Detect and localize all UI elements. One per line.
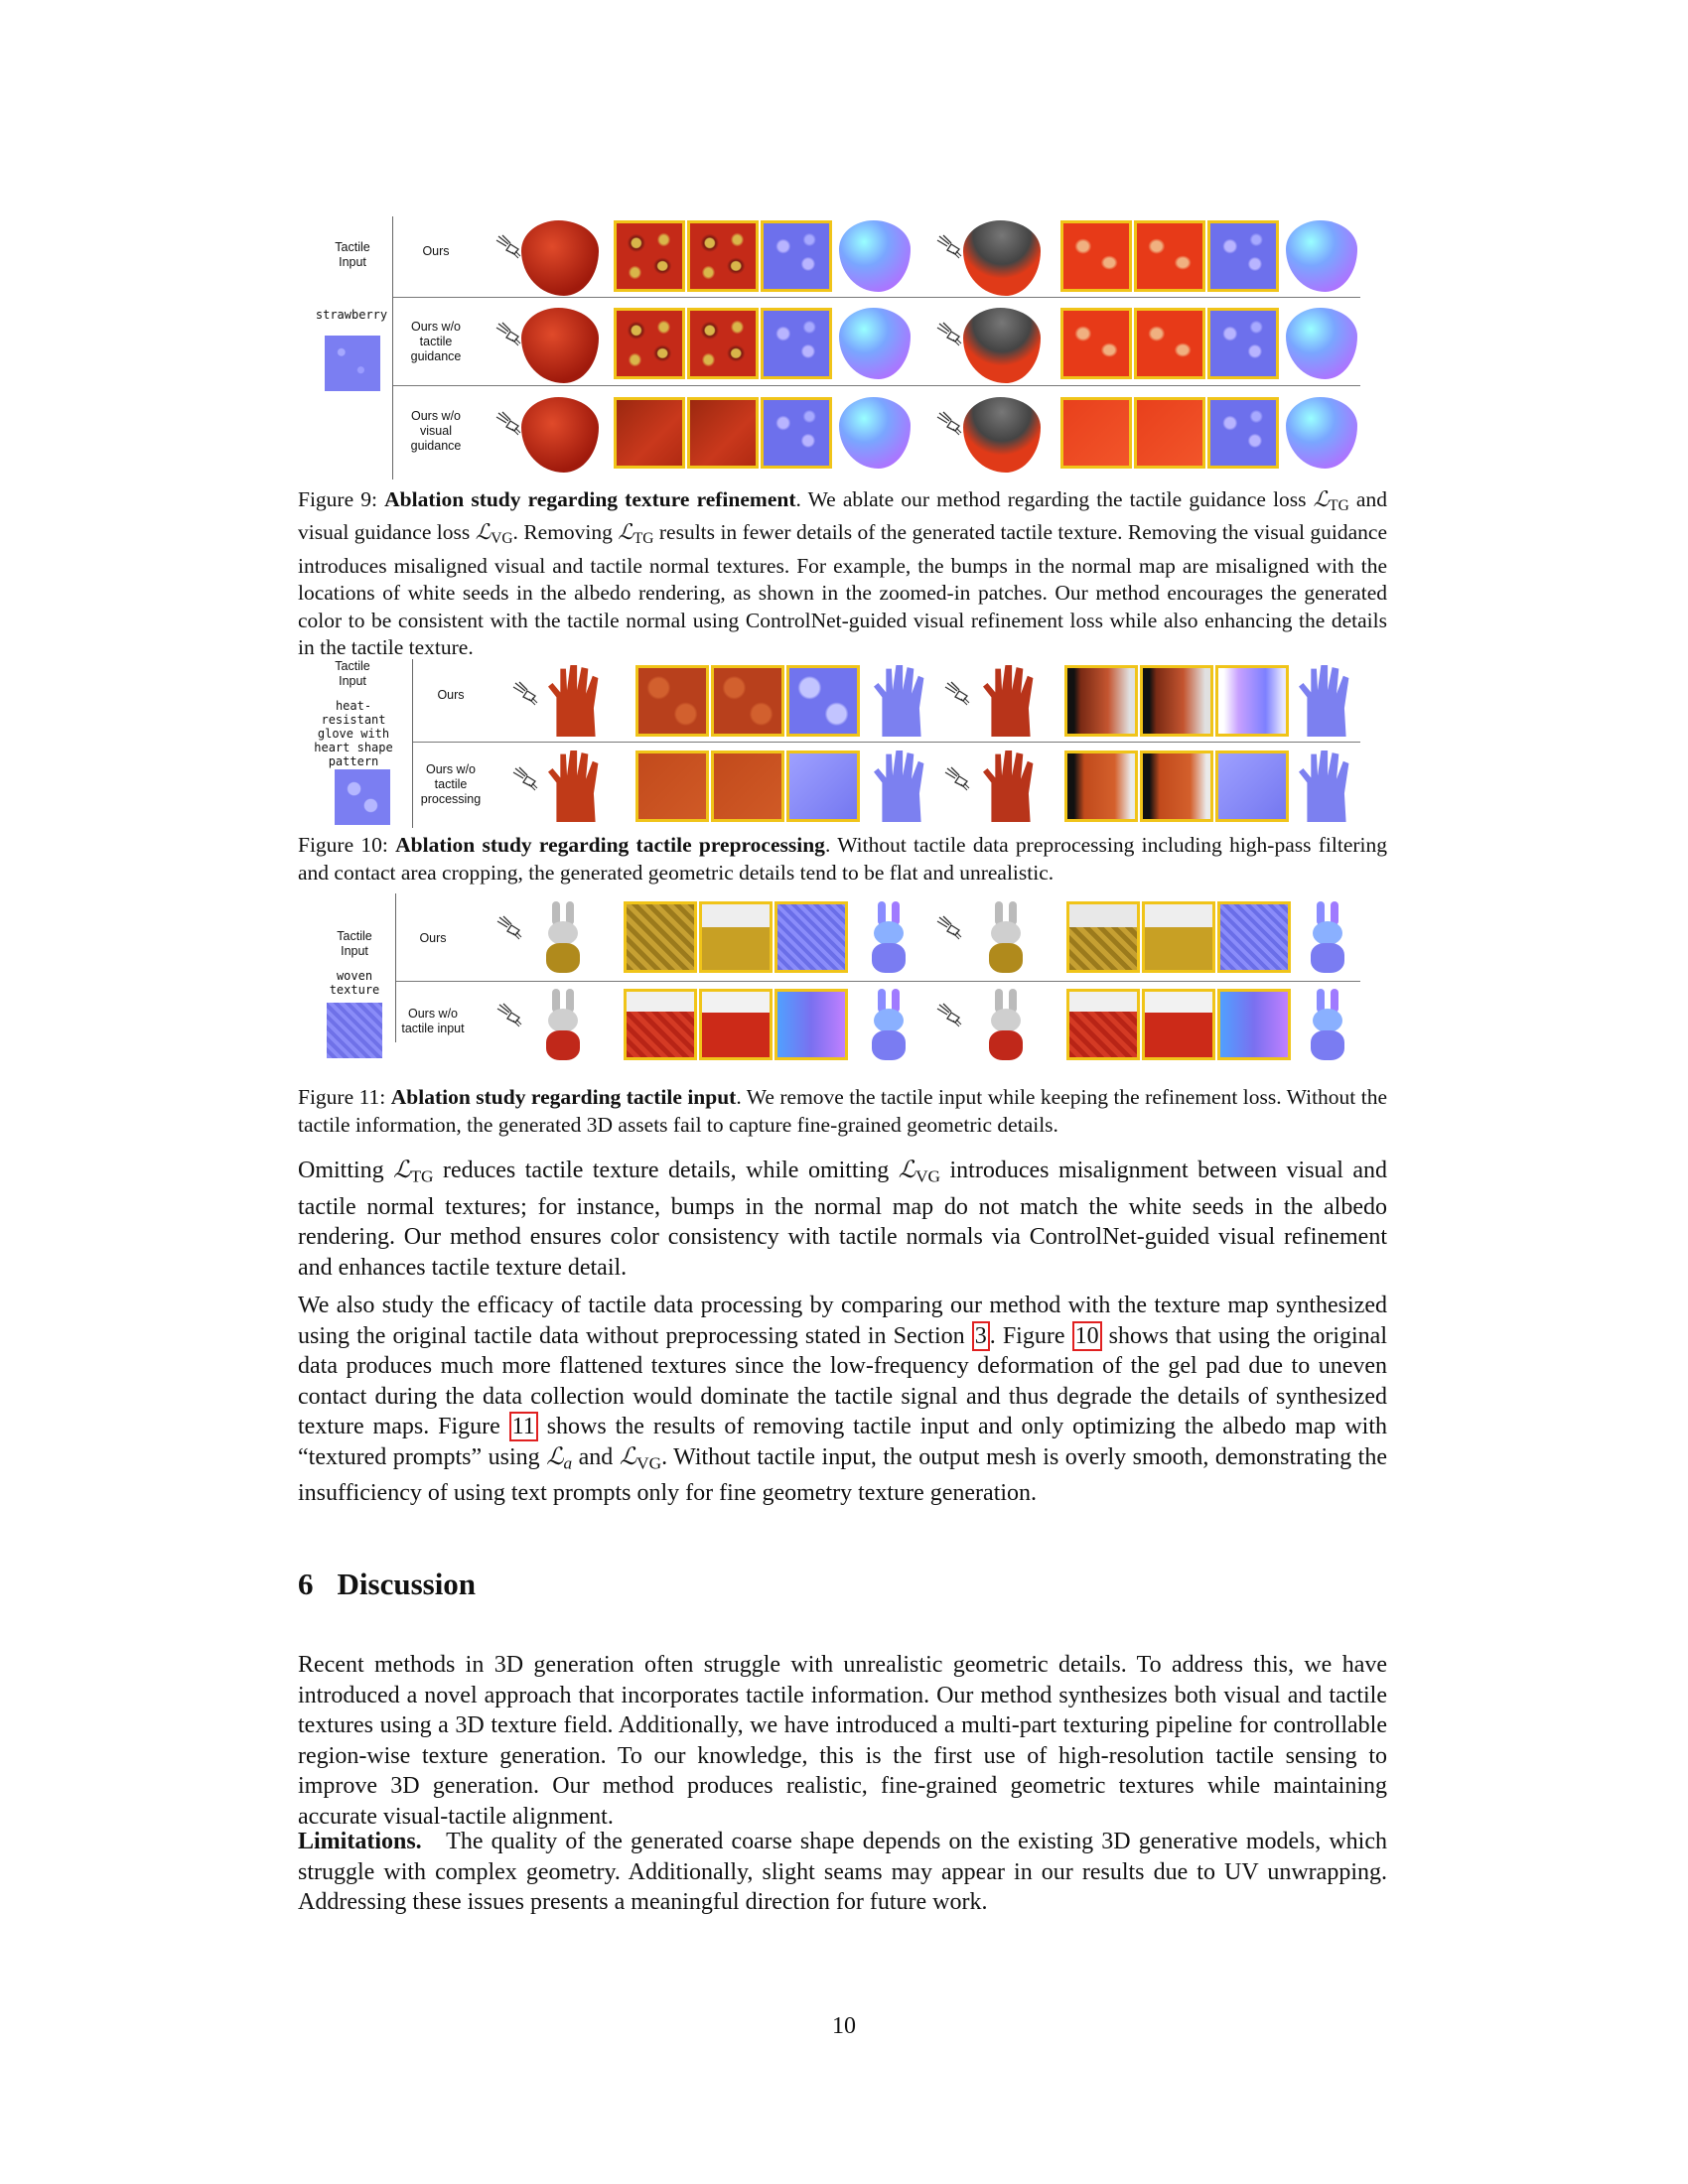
caption-prefix: Figure 11: bbox=[298, 1085, 391, 1109]
glove-render bbox=[548, 665, 604, 737]
figure-9 bbox=[298, 208, 1360, 481]
bunny-render bbox=[540, 901, 586, 975]
zoom-patch-render bbox=[1134, 220, 1205, 292]
strawberry-render-2 bbox=[963, 308, 1041, 383]
zoom-patch-render bbox=[687, 308, 759, 379]
tactile-hand-icon bbox=[492, 320, 522, 349]
zoom-patch-render bbox=[687, 397, 759, 469]
glove-render-2 bbox=[983, 751, 1039, 822]
zoom-patch-albedo bbox=[1060, 308, 1132, 379]
zoom-patch-normal bbox=[786, 751, 860, 822]
figure-11 bbox=[298, 893, 1360, 1042]
tactile-input-label: Tactile Input bbox=[335, 240, 370, 269]
prompt-label: woven texture bbox=[329, 969, 380, 997]
math-L-TG: ℒ$_{TG}$ bbox=[393, 1158, 434, 1186]
caption-title: Ablation study regarding tactile preprocessing bbox=[395, 833, 825, 857]
bunny-normal-render-2 bbox=[1305, 901, 1350, 975]
zoom-patch-normal bbox=[761, 220, 832, 292]
zoom-patch-albedo bbox=[1060, 220, 1132, 292]
limitations-heading: Limitations. bbox=[298, 1829, 422, 1854]
zoom-patch-render bbox=[699, 989, 773, 1060]
zoom-patch-render bbox=[687, 220, 759, 292]
strawberry-render-2 bbox=[963, 397, 1041, 473]
zoom-patch-normal bbox=[1215, 751, 1289, 822]
figure-10 bbox=[298, 655, 1360, 829]
zoom-patch-albedo bbox=[1064, 665, 1138, 737]
tactile-hand-icon bbox=[933, 913, 963, 943]
tactile-input-label: Tactile Input bbox=[337, 929, 372, 958]
zoom-patch-normal bbox=[1217, 901, 1291, 973]
row-label-ours: Ours bbox=[419, 931, 447, 945]
strawberry-normal-render-2 bbox=[1286, 397, 1357, 469]
tactile-hand-icon bbox=[941, 679, 971, 709]
glove-render bbox=[548, 751, 604, 822]
bunny-normal-render-2 bbox=[1305, 989, 1350, 1062]
caption-text: . Removing bbox=[512, 520, 619, 545]
caption-text: and visual guidance loss bbox=[298, 487, 1387, 545]
row-label-ours: Ours bbox=[437, 688, 465, 702]
zoom-patch-render bbox=[711, 665, 784, 737]
caption-text: . We remove the tactile input while keeping the refinement loss. Without the tactile information, the generated 3D assets fail to capture fine-grained geometric details. bbox=[298, 1085, 1388, 1137]
tactile-input-swatch bbox=[335, 769, 390, 825]
caption-text: . We ablate our method regarding the tactile guidance loss bbox=[795, 487, 1314, 511]
section-number: 6 bbox=[298, 1567, 314, 1601]
caption-title: Ablation study regarding tactile input bbox=[390, 1085, 737, 1109]
zoom-patch-albedo bbox=[614, 308, 685, 379]
zoom-patch-render bbox=[1140, 665, 1213, 737]
figure-11-caption bbox=[298, 1084, 1387, 1139]
zoom-patch-albedo bbox=[624, 901, 697, 973]
tactile-hand-icon bbox=[493, 1001, 523, 1030]
zoom-patch-normal bbox=[1207, 397, 1279, 469]
figure-11-ref-link[interactable]: 11 bbox=[509, 1412, 538, 1441]
page-number: 10 bbox=[832, 2013, 856, 2039]
math-L-a: ℒ$_a$ bbox=[546, 1443, 573, 1472]
zoom-patch-render bbox=[1142, 989, 1215, 1060]
math-L-TG: ℒ$_{TG}$ bbox=[1313, 487, 1349, 514]
caption-prefix: Figure 9: bbox=[298, 487, 385, 511]
bunny-render-2 bbox=[983, 989, 1029, 1062]
tactile-input-swatch bbox=[327, 1003, 382, 1058]
tactile-hand-icon bbox=[493, 913, 523, 943]
strawberry-normal-render bbox=[839, 397, 911, 469]
zoom-patch-normal bbox=[1217, 989, 1291, 1060]
paragraph-limitations bbox=[298, 1827, 1387, 1918]
zoom-patch-albedo bbox=[614, 397, 685, 469]
math-L-VG: ℒ$_{VG}$ bbox=[475, 520, 513, 548]
paragraph-tactile-processing: We also study the efficacy of tactile data processing by comparing our method with the texture map synthesized using the original tactile data without preprocessing stated in Section 3 . Figure 10 shows that using the original data produces much more flattened textures since the low-frequency deformation of the gel pad due to uneven contact during the data collection would dominate the tactile signal and thus degrade the details of synthesized texture maps. Figure 11 shows the results of removing tactile input and only optimizing the albedo map with “textured prompts” using ℒ$_a$ and ℒ$_{VG}$. Without tactile input, the output mesh is overly smooth, demonstrating the insufficiency of using text prompts only for fine geometry texture generation. bbox=[298, 1293, 1387, 1507]
zoom-patch-normal bbox=[774, 901, 848, 973]
figure-10-caption bbox=[298, 832, 1387, 887]
caption-title: Ablation study regarding texture refinement bbox=[384, 487, 796, 511]
strawberry-render bbox=[521, 397, 599, 473]
limitations-text: The quality of the generated coarse shape depends on the existing 3D generative models, which struggle with complex geometry. Additionally, slight seams may appear in our results due to UV unwrapping. Addressing these issues presents a meaningful direction for future work. bbox=[298, 1829, 1388, 1915]
tactile-hand-icon bbox=[509, 764, 539, 794]
zoom-patch-render bbox=[1134, 308, 1205, 379]
tactile-hand-icon bbox=[509, 679, 539, 709]
bunny-normal-render bbox=[866, 901, 912, 975]
section-heading bbox=[298, 1567, 476, 1602]
zoom-patch-albedo bbox=[1064, 751, 1138, 822]
zoom-patch-normal bbox=[761, 397, 832, 469]
strawberry-render-2 bbox=[963, 220, 1041, 296]
row-label-ours: Ours bbox=[422, 244, 450, 258]
zoom-patch-normal bbox=[1207, 308, 1279, 379]
section-ref-link[interactable]: 3 bbox=[972, 1321, 990, 1351]
zoom-patch-albedo bbox=[1066, 901, 1140, 973]
zoom-patch-normal bbox=[786, 665, 860, 737]
figure-10-ref-link[interactable]: 10 bbox=[1072, 1321, 1102, 1351]
tactile-hand-icon bbox=[492, 232, 522, 262]
glove-normal-render bbox=[874, 665, 929, 737]
glove-normal-render bbox=[874, 751, 929, 822]
zoom-patch-normal bbox=[1215, 665, 1289, 737]
zoom-patch-normal bbox=[774, 989, 848, 1060]
section-title: Discussion bbox=[337, 1567, 477, 1601]
row-label-no-visual-guidance: Ours w/o visual guidance bbox=[410, 409, 462, 453]
tactile-input-label: Tactile Input bbox=[335, 659, 370, 688]
glove-normal-render-2 bbox=[1299, 751, 1354, 822]
zoom-patch-albedo bbox=[1066, 989, 1140, 1060]
strawberry-normal-render-2 bbox=[1286, 308, 1357, 379]
paragraph-ablation-summary: Omitting ℒ$_{TG}$ reduces tactile texture details, while omitting ℒ$_{VG}$ introduces misalignment between visual and tactile normal textures; for instance, bumps in the normal map do not match the white seeds in the albedo rendering. Our method ensures color consistency with tactile normals via ControlNet-guided visual refinement and enhances tactile texture detail. bbox=[298, 1158, 1388, 1281]
prompt-label: strawberry bbox=[315, 308, 388, 322]
strawberry-render bbox=[521, 220, 599, 296]
caption-prefix: Figure 10: bbox=[298, 833, 396, 857]
strawberry-render bbox=[521, 308, 599, 383]
zoom-patch-render bbox=[1142, 901, 1215, 973]
zoom-patch-render bbox=[711, 751, 784, 822]
tactile-hand-icon bbox=[933, 1001, 963, 1030]
tactile-hand-icon bbox=[492, 409, 522, 439]
zoom-patch-albedo bbox=[635, 665, 709, 737]
zoom-patch-render bbox=[1140, 751, 1213, 822]
tactile-hand-icon bbox=[941, 764, 971, 794]
caption-text: . Without tactile data preprocessing including high-pass filtering and contact area cropping, the generated geometric details tend to be flat and unrealistic. bbox=[298, 833, 1387, 885]
zoom-patch-render bbox=[699, 901, 773, 973]
zoom-patch-render bbox=[1134, 397, 1205, 469]
math-L-VG: ℒ$_{VG}$ bbox=[898, 1158, 941, 1186]
math-L-VG: ℒ$_{VG}$ bbox=[619, 1443, 662, 1472]
strawberry-normal-render bbox=[839, 308, 911, 379]
zoom-patch-albedo bbox=[624, 989, 697, 1060]
bunny-render-2 bbox=[983, 901, 1029, 975]
prompt-label: heat-resistant glove with heart shape pattern bbox=[314, 699, 393, 768]
math-L-TG: ℒ$_{TG}$ bbox=[618, 520, 654, 548]
tactile-hand-icon bbox=[933, 232, 963, 262]
zoom-patch-albedo bbox=[614, 220, 685, 292]
row-label-no-tactile-processing: Ours w/o tactile processing bbox=[420, 762, 482, 806]
zoom-patch-albedo bbox=[1060, 397, 1132, 469]
row-label-no-tactile-input: Ours w/o tactile input bbox=[401, 1007, 465, 1035]
caption-text: results in fewer details of the generated tactile texture. Removing the visual guidance introduces misaligned visual and tactile normal textures. For example, the bumps in the normal map are misaligned with the locations of white seeds in the albedo rendering, as shown in the zoomed-in patches. Our method encourages the generated color to be consistent with the tactile normal using ControlNet-guided visual refinement loss while also enhancing the details in the tactile texture. bbox=[298, 520, 1387, 660]
tactile-hand-icon bbox=[933, 320, 963, 349]
zoom-patch-normal bbox=[1207, 220, 1279, 292]
bunny-render bbox=[540, 989, 586, 1062]
strawberry-normal-render bbox=[839, 220, 911, 292]
bunny-normal-render bbox=[866, 989, 912, 1062]
tactile-input-swatch bbox=[325, 336, 380, 391]
paragraph-discussion: Recent methods in 3D generation often struggle with unrealistic geometric details. To address this, we have introduced a novel approach that incorporates tactile information. Our method synthesizes both visual and tactile textures using a 3D texture field. Additionally, we have introduced a multi-part texturing pipeline for controllable region-wise texture generation. To our knowledge, this is the first use of high-resolution tactile sensing to improve 3D generation. Our method produces realistic, fine-grained geometric textures while maintaining accurate visual-tactile alignment. bbox=[298, 1652, 1387, 1830]
glove-normal-render-2 bbox=[1299, 665, 1354, 737]
figure-9-caption bbox=[298, 486, 1387, 662]
zoom-patch-albedo bbox=[635, 751, 709, 822]
strawberry-normal-render-2 bbox=[1286, 220, 1357, 292]
zoom-patch-normal bbox=[761, 308, 832, 379]
row-label-no-tactile-guidance: Ours w/o tactile guidance bbox=[410, 320, 462, 363]
glove-render-2 bbox=[983, 665, 1039, 737]
tactile-hand-icon bbox=[933, 409, 963, 439]
